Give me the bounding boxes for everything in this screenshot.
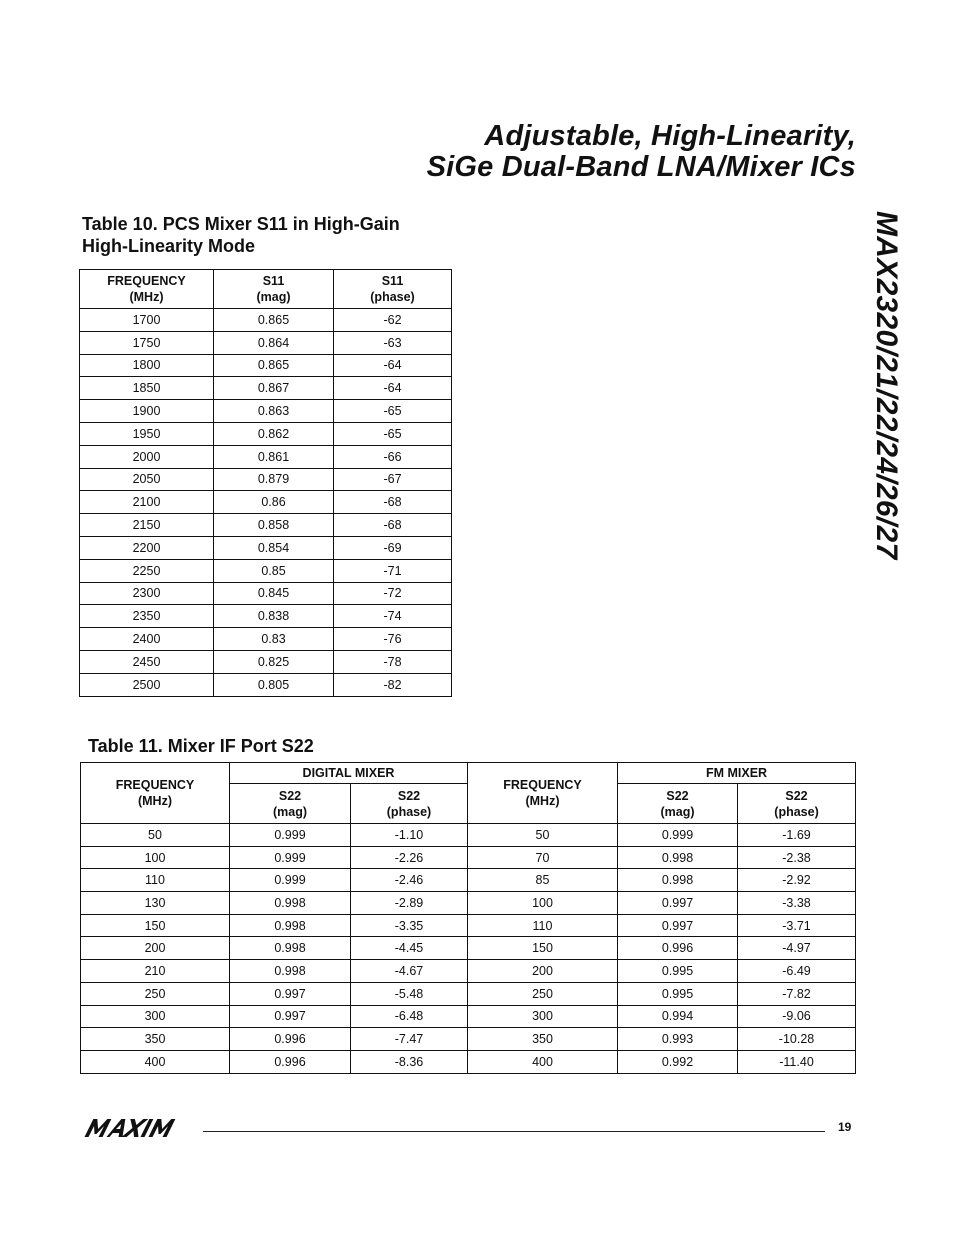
- table11-cell: 250: [81, 982, 230, 1005]
- table11-header-fm-s22-phase: S22 (phase): [738, 784, 856, 824]
- table11-row: [81, 914, 856, 937]
- table10-row: [80, 628, 452, 651]
- table10-cell: 0.825: [214, 650, 334, 673]
- table11-cell: -3.35: [351, 914, 468, 937]
- table10-cell: 2250: [80, 559, 214, 582]
- table10-row: [80, 650, 452, 673]
- table11-cell: 0.993: [618, 1028, 738, 1051]
- table10-cell: 2050: [80, 468, 214, 491]
- table11-cell: 0.998: [230, 892, 351, 915]
- footer-rule: [203, 1131, 825, 1132]
- table11-row: [81, 869, 856, 892]
- table11-cell: 300: [468, 1005, 618, 1028]
- table10-title-line2: High-Linearity Mode: [82, 236, 256, 256]
- table11-cell: 0.997: [618, 892, 738, 915]
- table11-header-fm-mixer: FM MIXER: [618, 763, 856, 784]
- table10: [79, 269, 452, 697]
- table11-row: [81, 1050, 856, 1073]
- table10-cell: 2450: [80, 650, 214, 673]
- table11-cell: -2.46: [351, 869, 468, 892]
- table10-cell: 0.864: [214, 331, 334, 354]
- table11-header-digital-s22-phase: S22 (phase): [351, 784, 468, 824]
- table11-cell: -2.92: [738, 869, 856, 892]
- table11-cell: 0.996: [230, 1050, 351, 1073]
- table11-cell: -7.47: [351, 1028, 468, 1051]
- table11-cell: 0.999: [230, 869, 351, 892]
- table11-cell: 0.992: [618, 1050, 738, 1073]
- table10-cell: -69: [334, 536, 452, 559]
- table11-cell: 300: [81, 1005, 230, 1028]
- table10-cell: 0.805: [214, 673, 334, 696]
- table11-row: [81, 892, 856, 915]
- table10-cell: -68: [334, 514, 452, 537]
- table11-cell: 200: [468, 960, 618, 983]
- table11-cell: 100: [468, 892, 618, 915]
- table10-cell: 0.863: [214, 400, 334, 423]
- table10-cell: 2000: [80, 445, 214, 468]
- table11-cell: 0.998: [230, 960, 351, 983]
- table11-group-header-row: [81, 763, 856, 784]
- table10-cell: 0.867: [214, 377, 334, 400]
- table11-cell: 350: [468, 1028, 618, 1051]
- table11-row: [81, 846, 856, 869]
- table10-cell: 0.879: [214, 468, 334, 491]
- page-title: [427, 121, 856, 183]
- table11-header-fm-frequency: FREQUENCY (MHz): [468, 763, 618, 824]
- table11-cell: 85: [468, 869, 618, 892]
- table10-cell: -62: [334, 309, 452, 332]
- table10-row: [80, 400, 452, 423]
- table10-cell: 1800: [80, 354, 214, 377]
- maxim-logo: [83, 1117, 193, 1139]
- page-title-line2: SiGe Dual-Band LNA/Mixer ICs: [426, 151, 856, 183]
- table11-header-digital-s22-mag: S22 (mag): [230, 784, 351, 824]
- table10-row: [80, 536, 452, 559]
- table11-cell: -2.26: [351, 846, 468, 869]
- table11-header-digital-frequency: FREQUENCY (MHz): [81, 763, 230, 824]
- table11-row: [81, 960, 856, 983]
- table10-row: [80, 605, 452, 628]
- table10-cell: -72: [334, 582, 452, 605]
- table11-cell: 110: [81, 869, 230, 892]
- table10-row: [80, 309, 452, 332]
- table10-cell: 1950: [80, 422, 214, 445]
- table11-cell: 0.997: [230, 1005, 351, 1028]
- table10-row: [80, 582, 452, 605]
- table11-row: [81, 824, 856, 847]
- table10-header-frequency: FREQUENCY (MHz): [80, 270, 214, 309]
- table11-cell: 0.998: [230, 937, 351, 960]
- table11-cell: 0.997: [230, 982, 351, 1005]
- table11-cell: 0.999: [618, 824, 738, 847]
- table10-cell: 0.854: [214, 536, 334, 559]
- table11-cell: 110: [468, 914, 618, 937]
- table11-cell: 0.999: [230, 846, 351, 869]
- table11-row: [81, 982, 856, 1005]
- table10-cell: 2350: [80, 605, 214, 628]
- table11-cell: 250: [468, 982, 618, 1005]
- table11-cell: -4.67: [351, 960, 468, 983]
- table10-cell: 0.865: [214, 354, 334, 377]
- table11-cell: 100: [81, 846, 230, 869]
- table11-row: [81, 1005, 856, 1028]
- table10-cell: -68: [334, 491, 452, 514]
- table10-cell: -65: [334, 400, 452, 423]
- table10-title-line1: Table 10. PCS Mixer S11 in High-Gain: [82, 214, 400, 234]
- table10-row: [80, 514, 452, 537]
- table11-cell: 70: [468, 846, 618, 869]
- table11-cell: 0.995: [618, 960, 738, 983]
- table11-cell: 0.998: [618, 869, 738, 892]
- table11-cell: 0.998: [618, 846, 738, 869]
- side-part-number: [863, 211, 907, 611]
- table11-cell: -3.38: [738, 892, 856, 915]
- table11-cell: -2.38: [738, 846, 856, 869]
- table10-cell: 1750: [80, 331, 214, 354]
- table10-cell: 0.858: [214, 514, 334, 537]
- table10-header-s11-phase: S11 (phase): [334, 270, 452, 309]
- table11-cell: 0.998: [230, 914, 351, 937]
- table11-cell: 0.999: [230, 824, 351, 847]
- table11-title: Table 11. Mixer IF Port S22: [88, 736, 314, 756]
- table11-cell: 400: [468, 1050, 618, 1073]
- table11-cell: -1.10: [351, 824, 468, 847]
- svg-text:MAXIM: MAXIM: [83, 1117, 87, 1118]
- table10-cell: 1850: [80, 377, 214, 400]
- table11-cell: -4.45: [351, 937, 468, 960]
- table10-cell: 0.85: [214, 559, 334, 582]
- table11-cell: 350: [81, 1028, 230, 1051]
- table10-row: [80, 377, 452, 400]
- table10-row: [80, 673, 452, 696]
- table11-cell: 150: [81, 914, 230, 937]
- table10-row: [80, 331, 452, 354]
- table11-cell: -2.89: [351, 892, 468, 915]
- table10-cell: 0.83: [214, 628, 334, 651]
- side-part-number-text: MAX2320/21/22/24/26/27: [870, 211, 903, 560]
- table10-cell: 0.86: [214, 491, 334, 514]
- table11-cell: -6.49: [738, 960, 856, 983]
- table11-cell: -11.40: [738, 1050, 856, 1073]
- table11-cell: 150: [468, 937, 618, 960]
- table10-cell: -76: [334, 628, 452, 651]
- table11-row: [81, 1028, 856, 1051]
- table10-row: [80, 445, 452, 468]
- table10-cell: -82: [334, 673, 452, 696]
- table10-cell: -78: [334, 650, 452, 673]
- table11-cell: -8.36: [351, 1050, 468, 1073]
- table11-cell: -6.48: [351, 1005, 468, 1028]
- table10-cell: -71: [334, 559, 452, 582]
- table10-row: [80, 354, 452, 377]
- table10-cell: -74: [334, 605, 452, 628]
- table10-cell: 2400: [80, 628, 214, 651]
- table11-header-fm-s22-mag: S22 (mag): [618, 784, 738, 824]
- table10-body: [80, 309, 452, 697]
- table11-cell: -10.28: [738, 1028, 856, 1051]
- table10-cell: 2150: [80, 514, 214, 537]
- table11-cell: -3.71: [738, 914, 856, 937]
- table10-cell: -64: [334, 354, 452, 377]
- table11-cell: -1.69: [738, 824, 856, 847]
- table11-cell: 400: [81, 1050, 230, 1073]
- table11-cell: 50: [81, 824, 230, 847]
- table11-cell: -7.82: [738, 982, 856, 1005]
- table10-header-row: [80, 270, 452, 309]
- table10-cell: 0.845: [214, 582, 334, 605]
- table10-cell: -63: [334, 331, 452, 354]
- table10-cell: 0.861: [214, 445, 334, 468]
- table11-row: [81, 937, 856, 960]
- table11-cell: 0.997: [618, 914, 738, 937]
- table10-title: [82, 213, 400, 257]
- table10-cell: 2300: [80, 582, 214, 605]
- table10-cell: 2500: [80, 673, 214, 696]
- table11-body: [81, 824, 856, 1074]
- table10-row: [80, 422, 452, 445]
- table11-cell: -4.97: [738, 937, 856, 960]
- table10-cell: 1900: [80, 400, 214, 423]
- table10-cell: -65: [334, 422, 452, 445]
- table11-cell: 0.996: [618, 937, 738, 960]
- table10-cell: 2200: [80, 536, 214, 559]
- table10-cell: 0.865: [214, 309, 334, 332]
- table11-cell: 0.994: [618, 1005, 738, 1028]
- table10-row: [80, 559, 452, 582]
- table10-cell: 1700: [80, 309, 214, 332]
- table10-row: [80, 468, 452, 491]
- table11-cell: 50: [468, 824, 618, 847]
- table10-cell: -67: [334, 468, 452, 491]
- table11-cell: 130: [81, 892, 230, 915]
- page-number: 19: [838, 1120, 852, 1134]
- table11-header-digital-mixer: DIGITAL MIXER: [230, 763, 468, 784]
- table11-cell: 0.996: [230, 1028, 351, 1051]
- table10-cell: -66: [334, 445, 452, 468]
- page-title-line1: Adjustable, High-Linearity,: [484, 120, 856, 152]
- table11-cell: -5.48: [351, 982, 468, 1005]
- table11-cell: 200: [81, 937, 230, 960]
- table10-row: [80, 491, 452, 514]
- table11: [80, 762, 856, 1074]
- table11-cell: -9.06: [738, 1005, 856, 1028]
- table11-cell: 0.995: [618, 982, 738, 1005]
- table10-cell: 2100: [80, 491, 214, 514]
- table10-header-s11-mag: S11 (mag): [214, 270, 334, 309]
- table11-cell: 210: [81, 960, 230, 983]
- table10-cell: -64: [334, 377, 452, 400]
- table10-cell: 0.838: [214, 605, 334, 628]
- table10-cell: 0.862: [214, 422, 334, 445]
